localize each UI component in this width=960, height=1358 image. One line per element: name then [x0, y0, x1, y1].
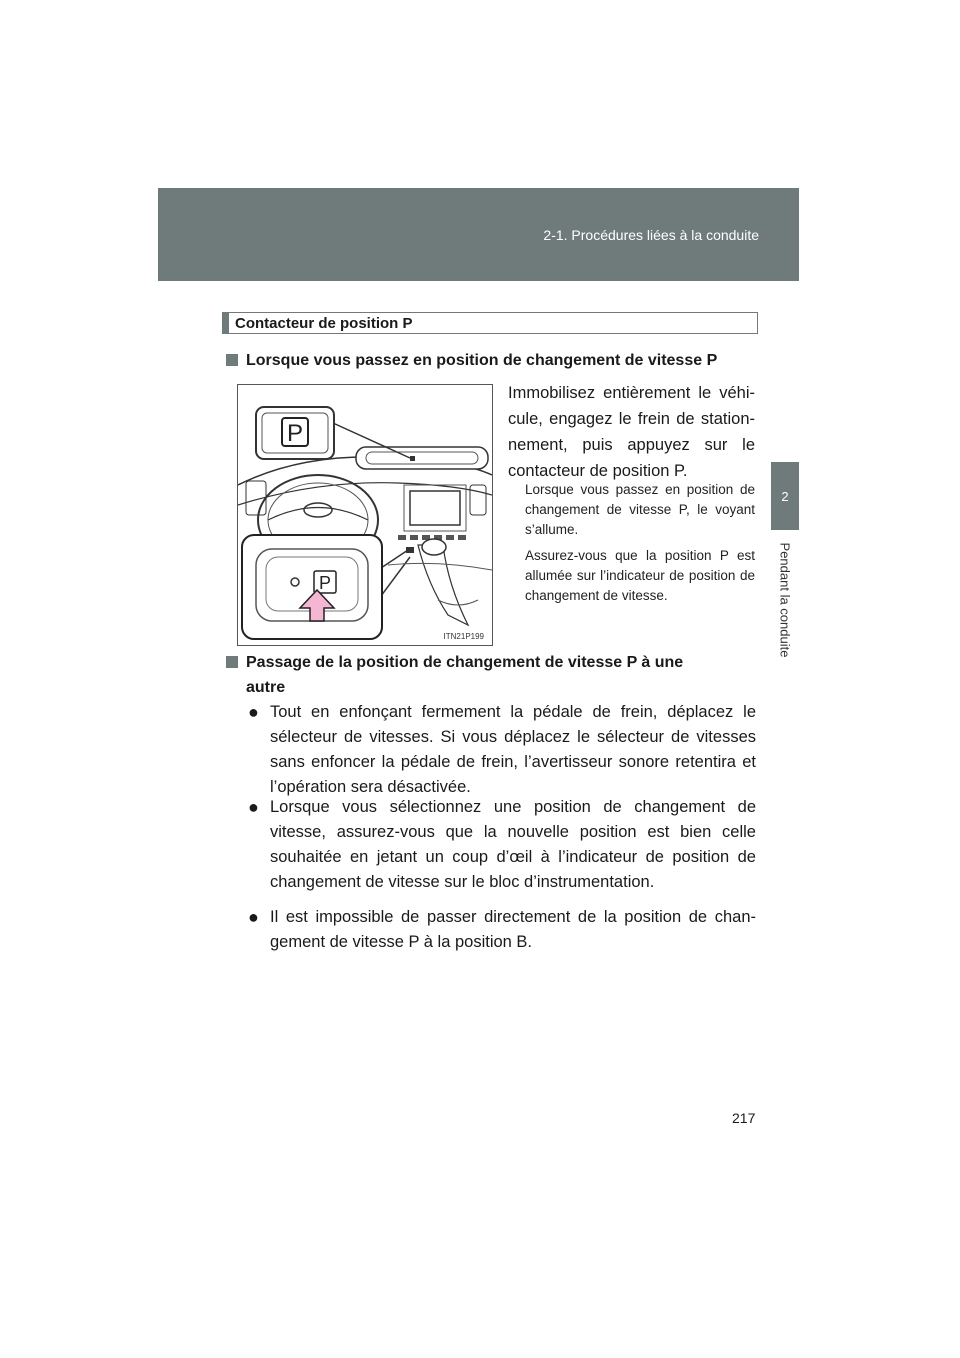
- list-item: [248, 905, 756, 955]
- instruction-paragraph: Immobilisez entièrement le véhi-cule, engagez le frein de station-nement, puis appuyez sur le contacteur de position P.: [508, 384, 755, 480]
- list-item: [248, 795, 756, 895]
- header-section-title: 2-1. Procédures liées à la conduite: [543, 227, 759, 243]
- bullet-dot-icon: ●: [248, 702, 259, 722]
- chapter-tab: [771, 462, 799, 530]
- section-bar: [223, 313, 229, 333]
- subheading-text-line1: Passage de la position de changement de vitesse P à une: [246, 654, 684, 671]
- chapter-label: Pendant la conduite: [777, 542, 793, 658]
- note-check-indicator: Assurez-vous que la position P est allumée sur l’indicateur de position de changement de vitesse.: [525, 548, 755, 603]
- section-heading: [222, 312, 758, 334]
- list-item-text: Il est impossible de passer directement de la position de chan-gement de vitesse P à la position B.: [270, 908, 756, 951]
- note-indicator-lights: Lorsque vous passez en position de changement de vitesse P, le voyant s’allume.: [525, 482, 755, 537]
- page-number: 217: [732, 1110, 756, 1126]
- section-title: Contacteur de position P: [235, 314, 413, 332]
- square-bullet-icon: [226, 656, 238, 668]
- subheading-text: Lorsque vous passez en position de changement de vitesse P: [246, 352, 718, 369]
- subheading-shift-from-p: [226, 650, 756, 700]
- subheading-shift-to-p: [226, 348, 717, 373]
- dashboard-illustration: [237, 384, 493, 646]
- bullet-dot-icon: ●: [248, 907, 259, 927]
- list-item: [248, 700, 756, 800]
- square-bullet-icon: [226, 354, 238, 366]
- dashboard-drawing: [238, 385, 492, 645]
- chapter-number: 2: [781, 488, 789, 504]
- button-letter: P: [318, 573, 332, 593]
- subheading-text-line2: autre: [246, 679, 286, 696]
- indicator-letter: P: [286, 420, 304, 447]
- bullet-dot-icon: ●: [248, 797, 259, 817]
- figure-code: ITN21P199: [443, 632, 484, 641]
- list-item-text: Tout en enfonçant fermement la pédale de frein, déplacez le sélecteur de vitesses. Si vous déplacez le sélecteur de vitesses sans enfoncer la pédale de frein, l’avertisseur sonore retentira et l’opération sera désactivée.: [270, 703, 756, 796]
- header-band: [158, 188, 799, 281]
- list-item-text: Lorsque vous sélectionnez une position de changement de vitesse, assurez-vous que la nouvelle position est bien celle souhaitée en jetant un coup d’œil à l’indicateur de position de changement de vitesse sur le bloc d’instrumentation.: [270, 798, 756, 891]
